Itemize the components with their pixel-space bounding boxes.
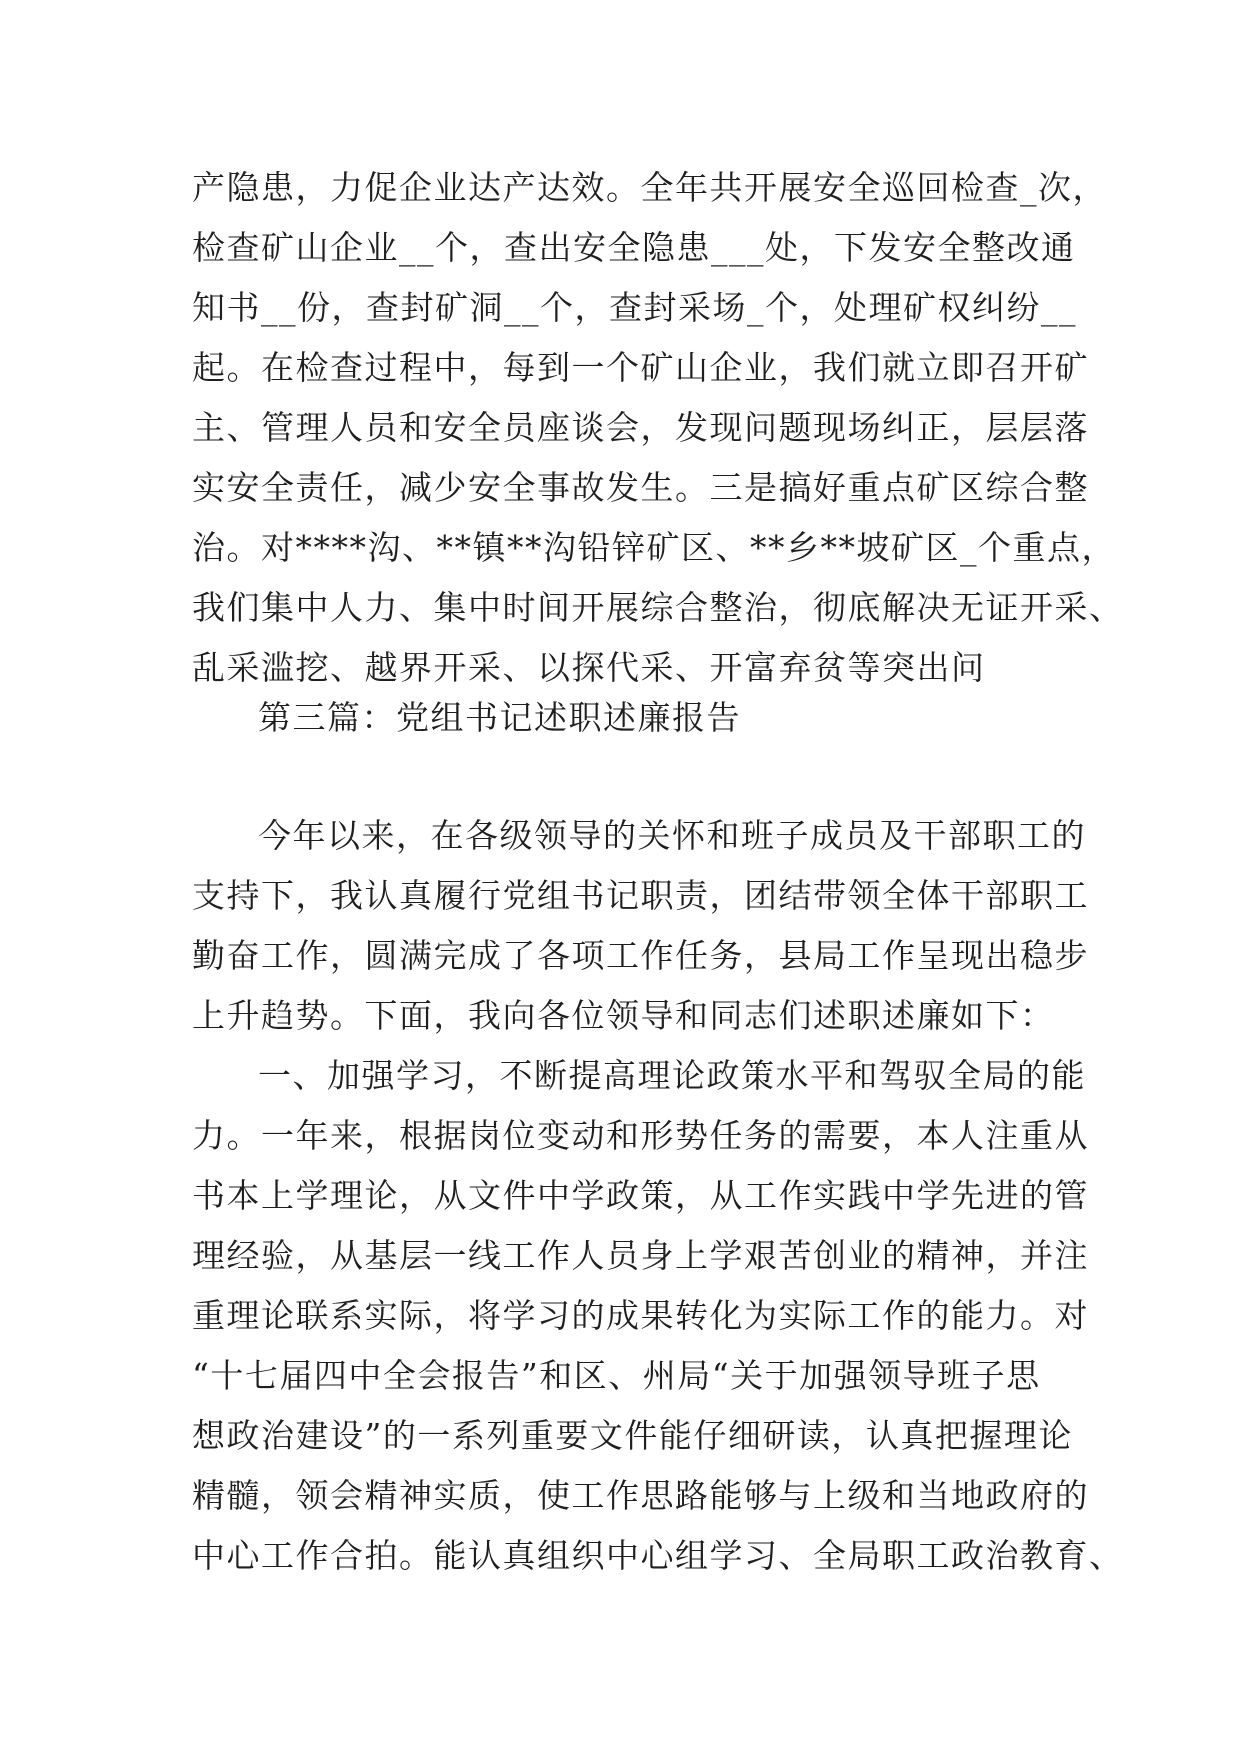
text-line: 想政治建设”的一系列重要文件能仔细研读，认真把握理论	[192, 1416, 1073, 1455]
text-line: 理经验，从基层一线工作人员身上学艰苦创业的精神，并注	[192, 1236, 1089, 1275]
text-line: 产隐患，力促企业达产达效。全年共开展安全巡回检查_次，	[192, 168, 1107, 207]
text-line: “十七届四中全会报告”和区、州局“关于加强领导班子思	[192, 1356, 1041, 1395]
paragraph-first-line: 今年以来，在各级领导的关怀和班子成员及干部职工的	[258, 816, 1086, 855]
section-1-body	[192, 158, 1124, 698]
section-heading-block	[192, 688, 1072, 748]
text-line: 知书__份，查封矿洞__个，查封采场_个，处理矿权纠纷__	[192, 288, 1077, 327]
text-line: 中心工作合拍。能认真组织中心组学习、全局职工政治教育、	[192, 1536, 1124, 1575]
text-line: 起。在检查过程中，每到一个矿山企业，我们就立即召开矿	[192, 348, 1089, 387]
text-line: 支持下，我认真履行党组书记职责，团结带领全体干部职工	[192, 876, 1089, 915]
text-line: 检查矿山企业__个，查出安全隐患___处，下发安全整改通	[192, 228, 1076, 267]
section-heading: 第三篇：党组书记述职述廉报告	[258, 698, 741, 737]
text-line: 精髓，领会精神实质，使工作思路能够与上级和当地政府的	[192, 1476, 1089, 1515]
text-line: 主、管理人员和安全员座谈会，发现问题现场纠正，层层落	[192, 408, 1089, 447]
text-line: 上升趋势。下面，我向各位领导和同志们述职述廉如下：	[192, 996, 1055, 1035]
text-line: 勤奋工作，圆满完成了各项工作任务，县局工作呈现出稳步	[192, 936, 1089, 975]
text-line: 书本上学理论，从文件中学政策，从工作实践中学先进的管	[192, 1176, 1089, 1215]
text-line: 治。对****沟、**镇**沟铅锌矿区、**乡**坡矿区_个重点，	[192, 528, 1116, 567]
text-line: 重理论联系实际，将学习的成果转化为实际工作的能力。对	[192, 1296, 1089, 1335]
text-line: 实安全责任，减少安全事故发生。三是搞好重点矿区综合整	[192, 468, 1089, 507]
paragraph-first-line: 一、加强学习，不断提高理论政策水平和驾驭全局的能	[258, 1056, 1086, 1095]
text-line: 力。一年来，根据岗位变动和形势任务的需要，本人注重从	[192, 1116, 1089, 1155]
text-line: 我们集中人力、集中时间开展综合整治，彻底解决无证开采、	[192, 588, 1124, 627]
section-2-body	[192, 806, 1124, 1586]
text-line: 乱采滥挖、越界开采、以探代采、开富弃贫等突出问	[192, 648, 986, 687]
